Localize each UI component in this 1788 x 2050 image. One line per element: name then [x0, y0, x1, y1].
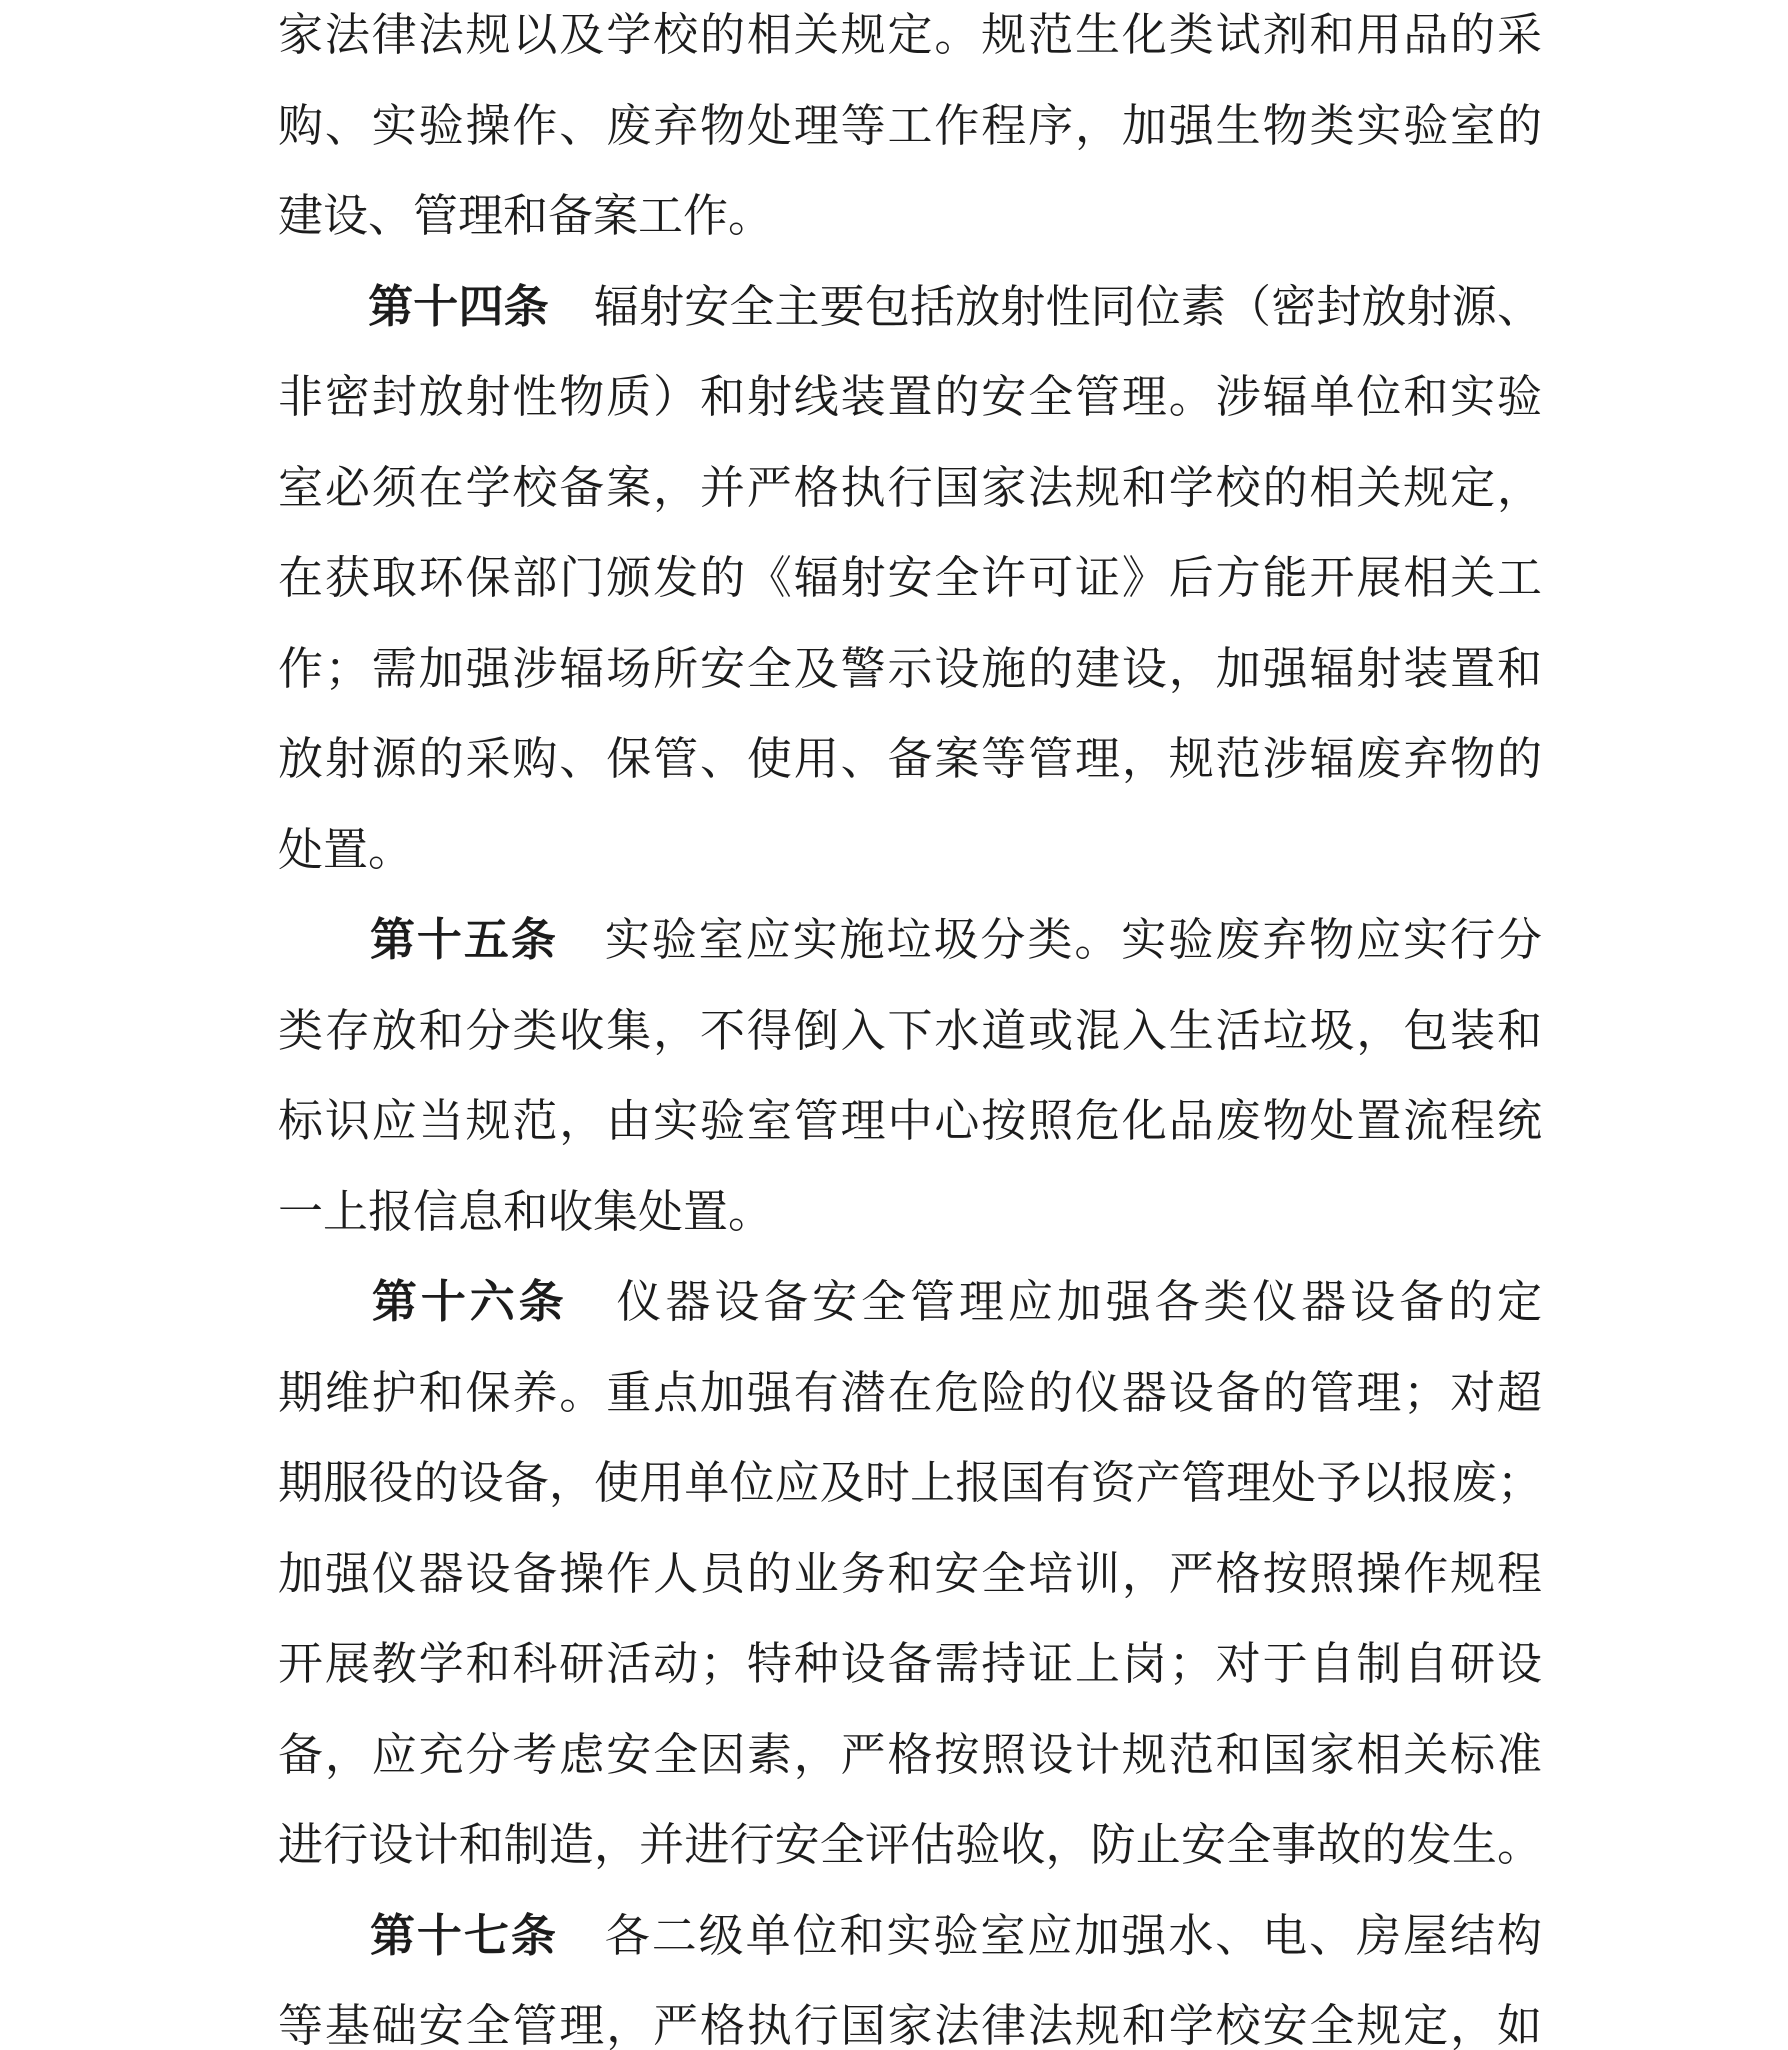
line-text: 等基础安全管理，严格执行国家法律法规和学校安全规定，如 — [278, 2001, 1542, 2050]
text-line — [278, 0, 1542, 81]
article-number: 第十六条 — [368, 1276, 568, 1327]
line-text: 处置。 — [278, 824, 414, 875]
line-text: 标识应当规范，由实验室管理中心按照危化品废物处置流程统 — [278, 1096, 1542, 1146]
text-line — [278, 1348, 1542, 1439]
line-text: 室必须在学校备案，并严格执行国家法规和学校的相关规定， — [278, 462, 1542, 513]
paragraph-indent — [278, 1316, 368, 1317]
text-line — [278, 262, 1542, 353]
text-line — [278, 1891, 1542, 1982]
text-line — [278, 1800, 1542, 1891]
text-line — [278, 171, 1542, 262]
text-line — [278, 1710, 1542, 1801]
text-line — [278, 1257, 1542, 1348]
article-number: 第十五条 — [368, 914, 558, 965]
text-line — [278, 1167, 1542, 1258]
text-line — [278, 443, 1542, 534]
text-line — [278, 986, 1542, 1077]
text-line — [278, 624, 1542, 715]
text-line — [278, 81, 1542, 172]
text-line — [278, 805, 1542, 896]
text-line — [278, 533, 1542, 624]
line-text: 作；需加强涉辐场所安全及警示设施的建设，加强辐射装置和 — [278, 643, 1542, 694]
line-text: 建设、管理和备案工作。 — [278, 191, 774, 241]
line-text: 家法律法规以及学校的相关规定。规范生化类试剂和用品的采 — [278, 10, 1542, 60]
line-text: 各二级单位和实验室应加强水、电、房屋结构 — [604, 1910, 1542, 1961]
line-text: 开展教学和科研活动；特种设备需持证上岗；对于自制自研设 — [278, 1639, 1542, 1689]
line-text: 辐射安全主要包括放射性同位素（密封放射源、 — [593, 281, 1542, 332]
text-line — [278, 895, 1542, 986]
paragraph-indent — [278, 1950, 368, 1951]
line-text: 期服役的设备，使用单位应及时上报国有资产管理处予以报废； — [278, 1458, 1542, 1508]
text-line — [278, 1076, 1542, 1167]
line-text: 进行设计和制造，并进行安全评估验收，防止安全事故的发生。 — [278, 1820, 1542, 1870]
text-line — [278, 352, 1542, 443]
text-line — [278, 1981, 1542, 2050]
paragraph-indent — [278, 321, 368, 322]
line-text: 非密封放射性物质）和射线装置的安全管理。涉辐单位和实验 — [278, 372, 1542, 422]
text-line — [278, 714, 1542, 805]
line-text: 仪器设备安全管理应加强各类仪器设备的定 — [616, 1277, 1542, 1327]
paragraph-indent — [278, 954, 368, 955]
line-text: 类存放和分类收集，不得倒入下水道或混入生活垃圾，包装和 — [278, 1005, 1542, 1056]
text-block — [278, 0, 1542, 2050]
article-number: 第十七条 — [368, 1909, 558, 1961]
text-line — [278, 1529, 1542, 1620]
text-line — [278, 1619, 1542, 1710]
line-text: 在获取环保部门颁发的《辐射安全许可证》后方能开展相关工 — [278, 553, 1542, 603]
line-text: 购、实验操作、废弃物处理等工作程序，加强生物类实验室的 — [278, 100, 1542, 151]
line-text: 加强仪器设备操作人员的业务和安全培训，严格按照操作规程 — [278, 1548, 1542, 1599]
line-text: 实验室应实施垃圾分类。实验废弃物应实行分 — [604, 915, 1542, 965]
line-text: 放射源的采购、保管、使用、备案等管理，规范涉辐废弃物的 — [278, 734, 1542, 784]
line-text: 期维护和保养。重点加强有潜在危险的仪器设备的管理；对超 — [278, 1367, 1542, 1418]
article-number: 第十四条 — [368, 280, 549, 332]
line-text: 备，应充分考虑安全因素，严格按照设计规范和国家相关标准 — [278, 1729, 1542, 1780]
line-text: 一上报信息和收集处置。 — [278, 1186, 774, 1237]
text-line — [278, 1438, 1542, 1529]
